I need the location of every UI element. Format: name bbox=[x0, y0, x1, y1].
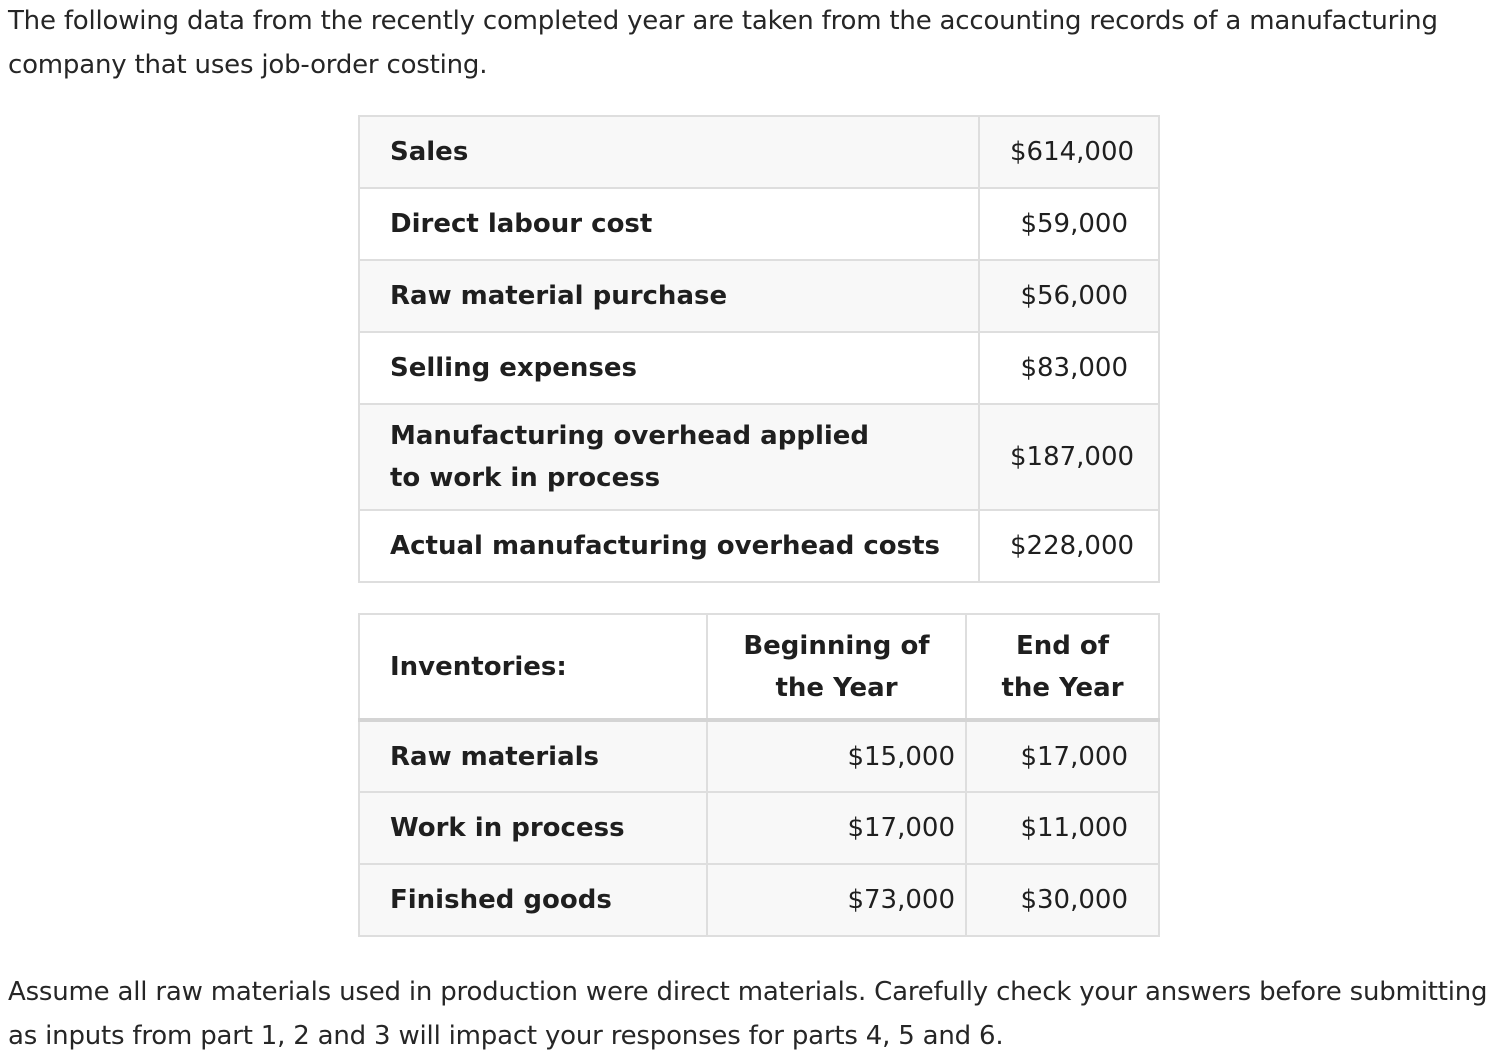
row-label: Actual manufacturing overhead costs bbox=[359, 510, 979, 582]
intro-paragraph: The following data from the recently completed year are taken from the accounting records of a manufacturing company that uses job-order costing. bbox=[8, 6, 1438, 80]
table-row bbox=[359, 404, 1159, 510]
table-row bbox=[359, 260, 1159, 332]
row-label: Direct labour cost bbox=[359, 188, 979, 260]
inventories-table bbox=[358, 613, 1160, 937]
row-beginning-value: $17,000 bbox=[707, 792, 966, 864]
header-line-2: the Year bbox=[775, 672, 898, 703]
row-label: Finished goods bbox=[359, 864, 707, 936]
row-end-value: $11,000 bbox=[966, 792, 1159, 864]
row-label bbox=[359, 404, 979, 510]
table-row bbox=[359, 332, 1159, 404]
table-row bbox=[359, 864, 1159, 936]
row-beginning-value: $73,000 bbox=[707, 864, 966, 936]
header-line-2: the Year bbox=[1001, 672, 1124, 703]
header-end-of-year bbox=[966, 614, 1159, 720]
row-value: $56,000 bbox=[979, 260, 1159, 332]
table-header-row bbox=[359, 614, 1159, 720]
table-row bbox=[359, 720, 1159, 792]
cost-summary-table bbox=[358, 115, 1160, 583]
row-value: $614,000 bbox=[979, 116, 1159, 188]
table-row bbox=[359, 188, 1159, 260]
row-label: Work in process bbox=[359, 792, 707, 864]
header-line-1: End of bbox=[1015, 630, 1110, 661]
row-label-line-2: to work in process bbox=[390, 463, 661, 493]
header-inventories: Inventories: bbox=[359, 614, 707, 720]
row-label: Selling expenses bbox=[359, 332, 979, 404]
row-value: $59,000 bbox=[979, 188, 1159, 260]
row-label-line-1: Manufacturing overhead applied bbox=[390, 421, 870, 451]
table-row bbox=[359, 116, 1159, 188]
row-value: $228,000 bbox=[979, 510, 1159, 582]
table-row bbox=[359, 792, 1159, 864]
row-beginning-value: $15,000 bbox=[707, 720, 966, 792]
instructions-paragraph: Assume all raw materials used in production were direct materials. Carefully check your answers before submitting as inputs from part 1, 2 and 3 will impact your responses for parts 4, 5 and 6. bbox=[8, 977, 1488, 1051]
row-value: $83,000 bbox=[979, 332, 1159, 404]
row-label: Raw materials bbox=[359, 720, 707, 792]
row-label: Raw material purchase bbox=[359, 260, 979, 332]
row-end-value: $17,000 bbox=[966, 720, 1159, 792]
row-end-value: $30,000 bbox=[966, 864, 1159, 936]
row-label: Sales bbox=[359, 116, 979, 188]
table-row bbox=[359, 510, 1159, 582]
row-value: $187,000 bbox=[979, 404, 1159, 510]
header-line-1: Beginning of bbox=[743, 630, 930, 661]
header-beginning-of-year bbox=[707, 614, 966, 720]
